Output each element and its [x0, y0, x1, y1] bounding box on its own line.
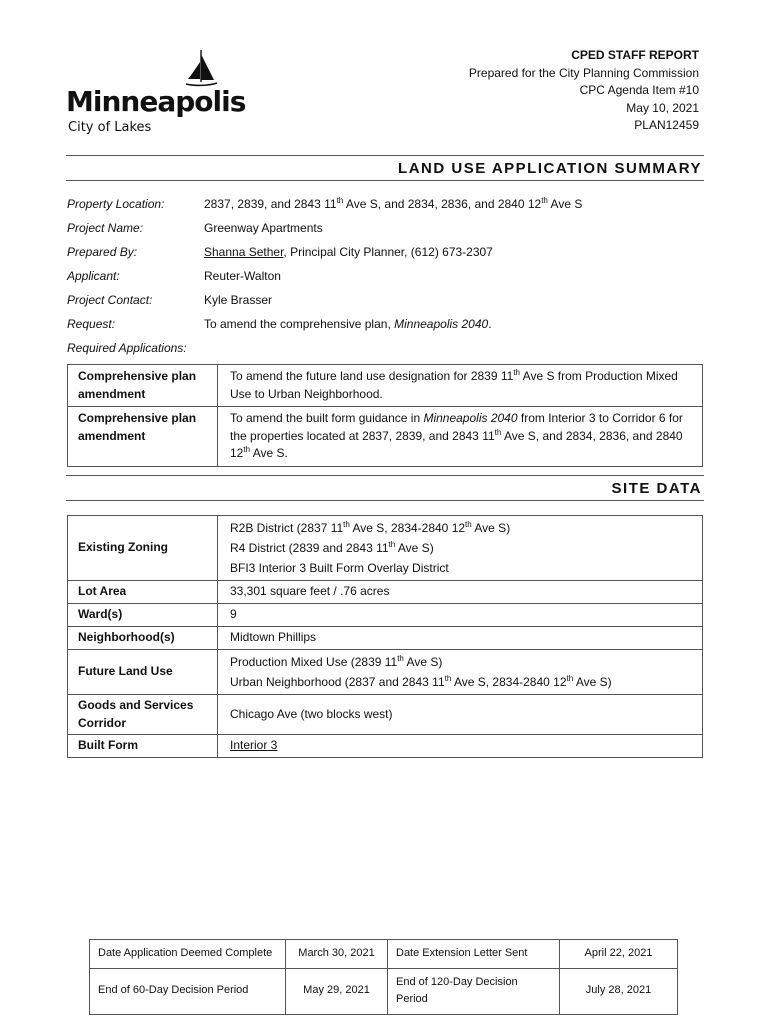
lot-area-label: Lot Area: [68, 581, 218, 604]
lot-area-value: 33,301 square feet / .76 acres: [218, 581, 703, 604]
complete-date-value: March 30, 2021: [286, 940, 388, 969]
neighborhood-value: Midtown Phillips: [218, 627, 703, 650]
neighborhood-label: Neighborhood(s): [68, 627, 218, 650]
prepared-for: Prepared for the City Planning Commission: [468, 65, 699, 80]
logo-wordmark: Minneapolis: [66, 85, 246, 118]
site-data-title: SITE DATA: [611, 480, 702, 497]
built-form-value: [218, 735, 703, 758]
required-applications-table: [67, 364, 703, 467]
complete-date-label: Date Application Deemed Complete: [90, 940, 286, 969]
applicant-label: Applicant:: [67, 269, 120, 283]
report-date: May 10, 2021: [626, 100, 699, 115]
request-label: Request:: [67, 317, 116, 331]
applicant-value: Reuter-Walton: [204, 269, 281, 283]
site-data-table: [67, 515, 703, 758]
request-plan: Minneapolis 2040: [394, 317, 489, 331]
report-title: CPED STAFF REPORT: [571, 48, 699, 62]
table-row: [68, 695, 703, 735]
divider: [66, 500, 704, 501]
decision-dates-table: [89, 939, 678, 1015]
table-row: [68, 365, 703, 407]
extension-date-label: Date Extension Letter Sent: [388, 940, 560, 969]
extension-date-value: April 22, 2021: [560, 940, 678, 969]
project-name-value: Greenway Apartments: [204, 221, 323, 235]
request-suffix: .: [488, 317, 492, 331]
request-value: [204, 317, 492, 331]
project-name-label: Project Name:: [67, 221, 144, 235]
day60-value: May 29, 2021: [286, 968, 388, 1014]
table-row: [68, 604, 703, 627]
agenda-item: CPC Agenda Item #10: [579, 83, 699, 97]
divider: [66, 155, 704, 156]
wards-value: 9: [218, 604, 703, 627]
day120-label: End of 120-Day Decision Period: [388, 968, 560, 1014]
table-row: [90, 968, 678, 1014]
application-type: Comprehensive plan amendment: [68, 365, 218, 407]
application-type: Comprehensive plan amendment: [68, 407, 218, 467]
request-prefix: To amend the comprehensive plan,: [204, 317, 391, 331]
required-applications-label: Required Applications:: [67, 341, 187, 355]
planner-details: , Principal City Planner, (612) 673-2307: [283, 245, 493, 259]
table-row: [68, 407, 703, 467]
property-location-label: Property Location:: [67, 197, 165, 211]
property-location-value: 2837, 2839, and 2843 11th Ave S, and 2834, 2836, and 2840 12th Ave S: [204, 196, 583, 211]
day60-label: End of 60-Day Decision Period: [90, 968, 286, 1014]
divider: [66, 180, 704, 181]
corridor-value: Chicago Ave (two blocks west): [218, 695, 703, 735]
built-form-label: Built Form: [68, 735, 218, 758]
divider: [66, 475, 704, 476]
future-land-use-value: Production Mixed Use (2839 11th Ave S) Urban Neighborhood (2837 and 2843 11th Ave S, 2834-2840 12th Ave S): [218, 650, 703, 695]
day120-value: July 28, 2021: [560, 968, 678, 1014]
prepared-by-label: Prepared By:: [67, 245, 138, 259]
application-description: To amend the future land use designation for 2839 11th Ave S from Production Mixed Use to Urban Neighborhood.: [218, 365, 703, 407]
project-contact-value: Kyle Brasser: [204, 293, 273, 307]
table-row: [68, 627, 703, 650]
summary-title: LAND USE APPLICATION SUMMARY: [398, 160, 702, 177]
application-description: To amend the built form guidance in Minneapolis 2040 from Interior 3 to Corridor 6 for the properties located at 2837, 2839, and 2843 11th Ave S, and 2834, 2836, and 2840 12th Ave S.: [218, 407, 703, 467]
table-row: [68, 650, 703, 695]
table-row: [90, 940, 678, 969]
existing-zoning-value: R2B District (2837 11th Ave S, 2834-2840 12th Ave S) R4 District (2839 and 2843 11th Ave S) BFI3 Interior 3 Built Form Overlay District: [218, 516, 703, 581]
built-form-link[interactable]: Interior 3: [230, 738, 278, 753]
report-header: [469, 47, 699, 135]
existing-zoning-label: Existing Zoning: [68, 516, 218, 581]
future-land-use-label: Future Land Use: [68, 650, 218, 695]
corridor-label: Goods and Services Corridor: [68, 695, 218, 735]
planner-email-link[interactable]: Shanna Sether: [204, 245, 284, 259]
city-logo: [66, 48, 246, 140]
plan-number: PLAN12459: [634, 118, 699, 132]
wards-label: Ward(s): [68, 604, 218, 627]
table-row: [68, 516, 703, 581]
project-contact-label: Project Contact:: [67, 293, 153, 307]
table-row: [68, 581, 703, 604]
table-row: [68, 735, 703, 758]
logo-tagline: City of Lakes: [68, 120, 152, 135]
prepared-by-value: [204, 245, 493, 259]
